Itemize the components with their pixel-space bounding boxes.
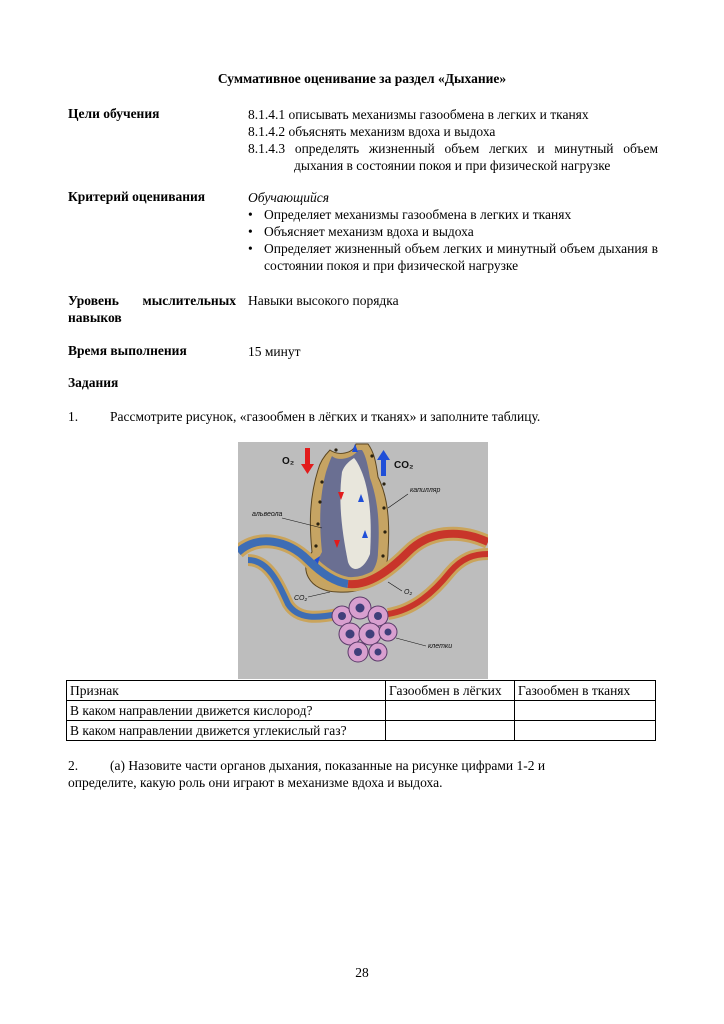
goal-item-2: 8.1.4.2 объяснять механизм вдоха и выдоха	[248, 124, 496, 139]
criteria-intro: Обучающийся	[248, 190, 330, 205]
document-title: Суммативное оценивание за раздел «Дыхание»	[217, 71, 507, 86]
task1-number: 1.	[68, 409, 79, 424]
table-header-cell: Газообмен в тканях	[515, 681, 656, 701]
criteria-item-3: • Определяет жизненный объем легких и минутный объем дыхания в состоянии покоя и при физической нагрузке	[248, 241, 658, 273]
goal-item-3: 8.1.4.3 определять жизненный объем легких и минутный объем дыхания в состоянии покоя и при физической нагрузке	[248, 141, 658, 173]
table-cell-input[interactable]	[386, 701, 515, 721]
task2-number: 2.	[68, 758, 79, 773]
table-header-row	[67, 681, 656, 701]
svg-text:CO₂: CO₂	[394, 460, 414, 471]
task2-text-second: определите, какую роль они играют в механизме вдоха и выдоха.	[68, 775, 443, 790]
table-cell-input[interactable]	[515, 701, 656, 721]
svg-text:клетки: клетки	[428, 643, 453, 650]
page-number: 28	[355, 965, 369, 980]
goals-list	[248, 106, 658, 174]
thinking-value: Навыки высокого порядка	[248, 293, 399, 308]
task1-text: Рассмотрите рисунок, «газообмен в лёгких и тканях» и заполните таблицу.	[110, 409, 541, 424]
table-cell-input[interactable]	[386, 721, 515, 741]
criteria-item-2: • Объясняет механизм вдоха и выдоха	[248, 224, 474, 239]
svg-text:альвеола: альвеола	[252, 511, 283, 518]
time-label: Время выполнения	[68, 343, 187, 358]
table-row	[67, 701, 656, 721]
svg-text:капилляр: капилляр	[410, 487, 441, 494]
bullet-icon: •	[248, 224, 253, 239]
table-header-cell: Газообмен в лёгких	[386, 681, 515, 701]
task2-text-first: (а) Назовите части органов дыхания, показанные на рисунке цифрами 1-2 и	[110, 758, 546, 773]
table-cell: В каком направлении движется кислород?	[67, 701, 386, 721]
svg-text:O₂: O₂	[404, 589, 413, 596]
bullet-icon: •	[248, 207, 253, 222]
bullet-icon: •	[248, 241, 253, 256]
gas-exchange-figure	[238, 442, 488, 679]
table-cell: В каком направлении движется углекислый газ?	[67, 721, 386, 741]
criteria-item-1: • Определяет механизмы газообмена в легких и тканях	[248, 207, 572, 222]
table-header-cell: Признак	[67, 681, 386, 701]
svg-text:O₂: O₂	[282, 456, 295, 467]
thinking-label: Уровень мыслительных навыков	[68, 293, 236, 325]
gas-exchange-table	[66, 680, 656, 741]
criteria-label: Критерий оценивания	[68, 189, 206, 204]
time-value: 15 минут	[248, 344, 301, 359]
goal-item-1: 8.1.4.1 описывать механизмы газообмена в легких и тканях	[248, 107, 589, 122]
tasks-heading: Задания	[68, 375, 119, 390]
criteria-block	[248, 189, 658, 274]
goals-label: Цели обучения	[68, 106, 160, 121]
svg-text:CO₂: CO₂	[294, 595, 308, 602]
table-cell-input[interactable]	[515, 721, 656, 741]
table-row	[67, 721, 656, 741]
